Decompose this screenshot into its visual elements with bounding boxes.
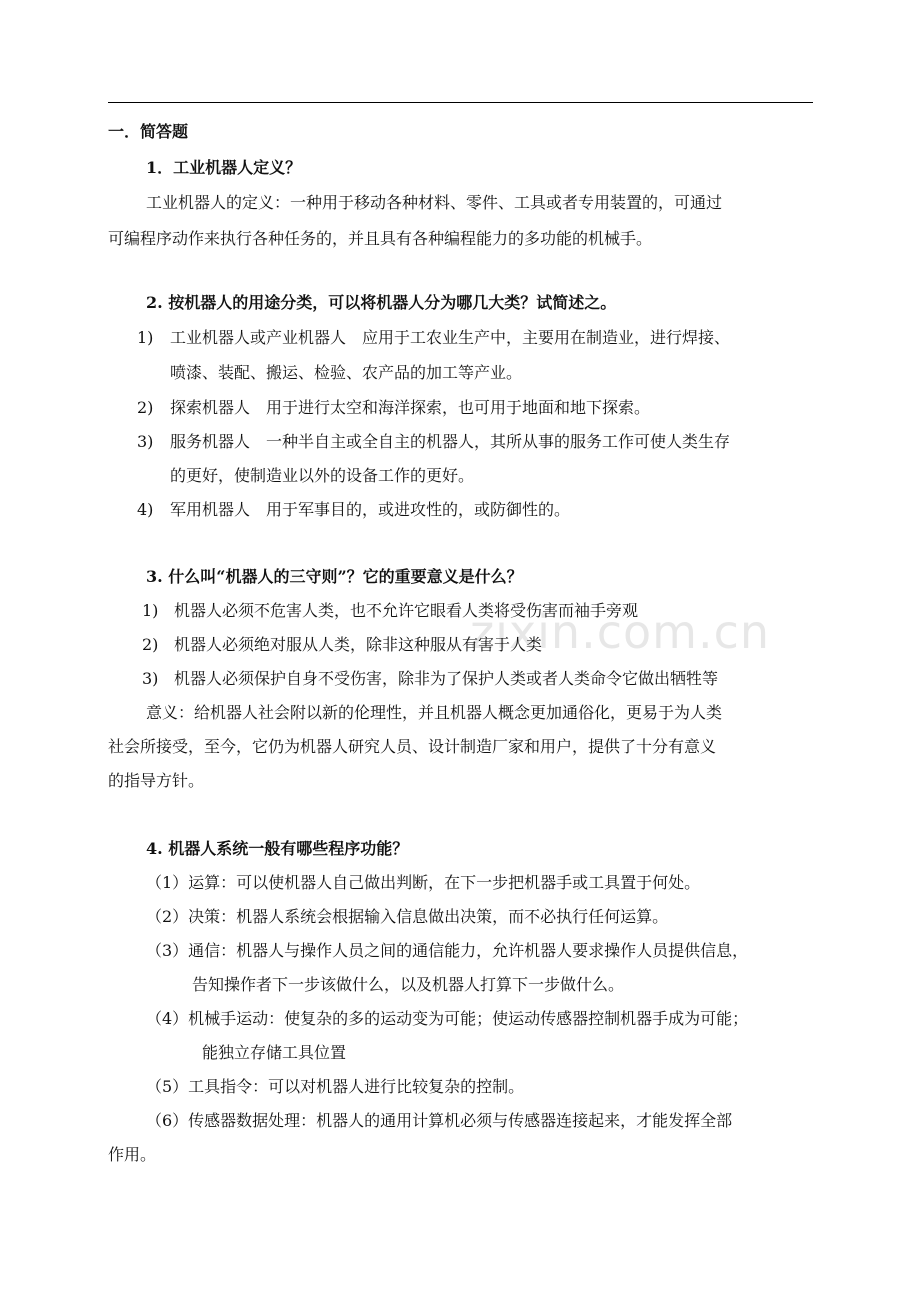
q2-item-number: 4) <box>137 500 154 519</box>
q2-item-text: 服务机器人 一种半自主或全自主的机器人，其所从事的服务工作可使人类生存 <box>170 432 731 451</box>
section-title: 一．简答题 <box>108 122 189 141</box>
q2-item-number: 3) <box>137 432 154 451</box>
q4-item-text: 告知操作者下一步该做什么，以及机器人打算下一步做什么。 <box>192 975 625 994</box>
q1-answer-line: 可编程序动作来执行各种任务的，并且具有各种编程能力的多功能的机械手。 <box>108 229 653 248</box>
header-rule <box>108 102 813 103</box>
q1-answer-line: 工业机器人的定义：一种用于移动各种材料、零件、工具或者专用装置的，可通过 <box>146 193 723 212</box>
q3-rule-text: 机器人必须绝对服从人类，除非这种服从有害于人类 <box>174 635 543 654</box>
q2-item-text: 喷漆、装配、搬运、检验、农产品的加工等产业。 <box>170 363 523 382</box>
q3-rule-text: 机器人必须保护自身不受伤害，除非为了保护人类或者人类命令它做出牺牲等 <box>174 669 719 688</box>
q4-item-text: （2）决策：机器人系统会根据输入信息做出决策，而不必执行任何运算。 <box>146 907 669 926</box>
q3-rule-number: 2) <box>142 635 159 654</box>
q2-item-number: 2) <box>137 398 154 417</box>
q4-item-text: （4）机械手运动：使复杂的多的运动变为可能；使运动传感器控制机器手成为可能； <box>146 1009 749 1028</box>
q1-title: 1．工业机器人定义？ <box>146 158 302 177</box>
q2-item-text: 军用机器人 用于军事目的，或进攻性的，或防御性的。 <box>170 500 571 519</box>
q3-rule-number: 1) <box>142 601 159 620</box>
q4-item-text: 能独立存储工具位置 <box>202 1043 347 1062</box>
watermark: zixin.com.cn <box>470 605 771 659</box>
q3-meaning-line: 的指导方针。 <box>108 771 205 790</box>
q3-rule-number: 3) <box>142 669 159 688</box>
q4-item-text: 作用。 <box>108 1145 157 1164</box>
q3-title: 3. 什么叫“机器人的三守则”？它的重要意义是什么？ <box>146 567 523 586</box>
q3-rule-text: 机器人必须不危害人类，也不允许它眼看人类将受伤害而袖手旁观 <box>174 601 639 620</box>
q4-item-text: （5）工具指令：可以对机器人进行比较复杂的控制。 <box>146 1077 525 1096</box>
q2-item-text: 的更好，使制造业以外的设备工作的更好。 <box>170 466 475 485</box>
q2-item-text: 探索机器人 用于进行太空和海洋探索，也可用于地面和地下探索。 <box>170 398 651 417</box>
q3-meaning-line: 意义：给机器人社会附以新的伦理性，并且机器人概念更加通俗化，更易于为人类 <box>146 703 723 722</box>
q3-meaning-line: 社会所接受，至今，它仍为机器人研究人员、设计制造厂家和用户，提供了十分有意义 <box>108 737 717 756</box>
q4-item-text: （1）运算：可以使机器人自己做出判断，在下一步把机器手或工具置于何处。 <box>146 873 701 892</box>
q4-item-text: （6）传感器数据处理：机器人的通用计算机必须与传感器连接起来，才能发挥全部 <box>146 1111 733 1130</box>
q4-item-text: （3）通信：机器人与操作人员之间的通信能力，允许机器人要求操作人员提供信息， <box>146 941 749 960</box>
q4-title: 4. 机器人系统一般有哪些程序功能？ <box>146 839 409 858</box>
q2-item-text: 工业机器人或产业机器人 应用于工农业生产中，主要用在制造业，进行焊接、 <box>170 328 731 347</box>
q2-title: 2. 按机器人的用途分类，可以将机器人分为哪几大类？试简述之。 <box>146 293 617 312</box>
q2-item-number: 1) <box>137 328 154 347</box>
